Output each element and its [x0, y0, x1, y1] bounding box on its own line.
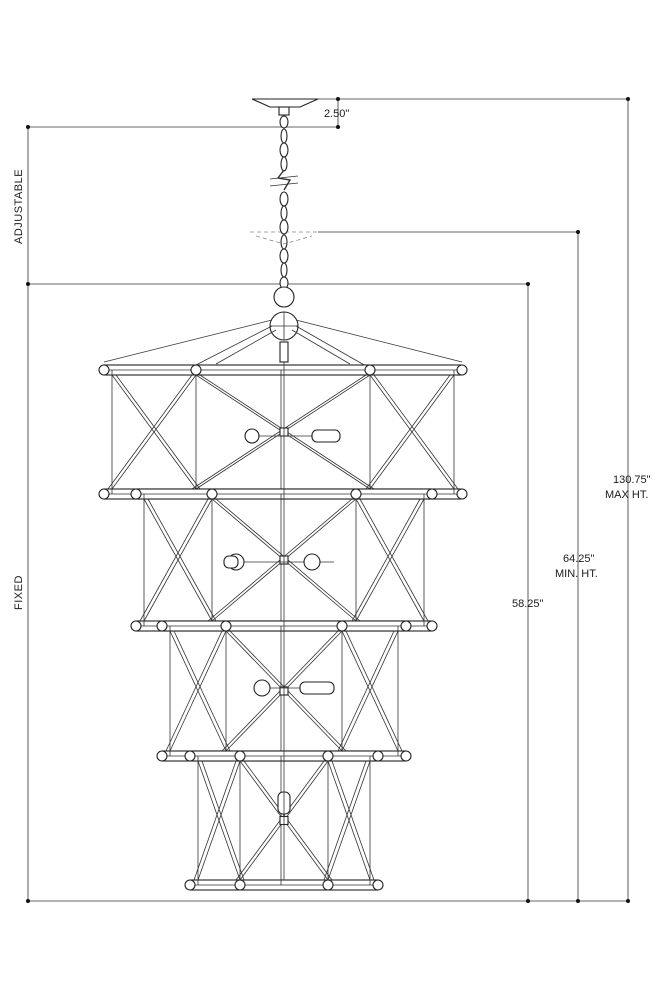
tier-knob [235, 880, 245, 890]
tier-knob [157, 751, 167, 761]
tier-knob [323, 751, 333, 761]
adjustable-label: ADJUSTABLE [13, 168, 25, 244]
tier-knob [323, 880, 333, 890]
fixed-label: FIXED [13, 575, 25, 610]
tier-knob [207, 489, 217, 499]
tier-brace [148, 499, 216, 621]
tier-brace [192, 375, 366, 489]
tier-brace [174, 631, 230, 751]
tier-brace [202, 761, 244, 880]
tier-knob [157, 621, 167, 631]
min-height-value: 64.25" [563, 553, 595, 565]
tier-knob [401, 751, 411, 761]
tier-brace [194, 761, 236, 880]
tier-knob [373, 880, 383, 890]
tier-knob [235, 751, 245, 761]
chain [256, 116, 312, 362]
max-height-label: MAX HT. [605, 489, 649, 501]
tier-brace [360, 499, 428, 621]
tier-brace [140, 499, 208, 621]
tier-brace [108, 375, 192, 489]
tier-brace [338, 631, 394, 751]
tier-knob [99, 489, 109, 499]
tier-knob [185, 880, 195, 890]
tier-brace [116, 375, 200, 489]
tier-knob [373, 751, 383, 761]
min-height-label: MIN. HT. [555, 568, 598, 580]
tier-knob [351, 489, 361, 499]
tier-knob [427, 489, 437, 499]
tier-brace [166, 631, 222, 751]
tier-knob [401, 621, 411, 631]
tier-brace [324, 761, 366, 880]
body-height-value: 58.25" [512, 598, 544, 610]
canopy [252, 99, 318, 115]
tier-brace [374, 375, 458, 489]
tier-knob [131, 489, 141, 499]
tier-knob [185, 751, 195, 761]
tier-knob [457, 365, 467, 375]
tier-knob [337, 621, 347, 631]
tier-knob [131, 621, 141, 631]
tier-knob [221, 621, 231, 631]
tier-brace [352, 499, 420, 621]
tier-knob [99, 365, 109, 375]
canopy-height-label: 2.50" [324, 108, 350, 120]
tier-knob [457, 489, 467, 499]
tier-knob [365, 365, 375, 375]
tier-brace [332, 761, 374, 880]
tier-knob [427, 621, 437, 631]
max-height-value: 130.75" [613, 474, 651, 486]
tier-brace [346, 631, 402, 751]
tier-brace [366, 375, 450, 489]
tier-knob [191, 365, 201, 375]
